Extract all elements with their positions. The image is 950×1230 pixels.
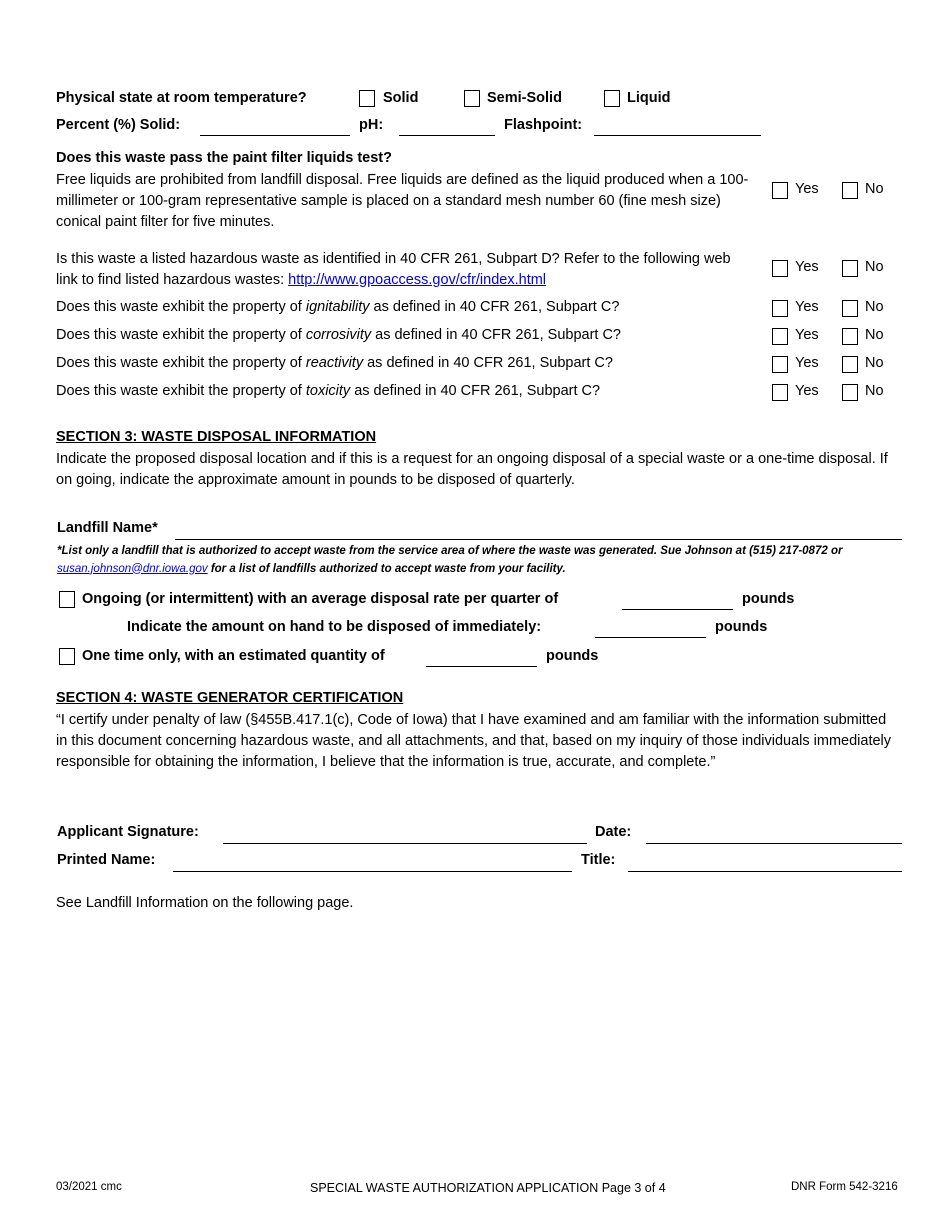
ignitability-question: Does this waste exhibit the property of ignitability as defined in 40 CFR 261, Subpart C? bbox=[56, 299, 620, 315]
printed-name-field[interactable] bbox=[173, 871, 572, 872]
toxicity-no-checkbox[interactable] bbox=[842, 384, 858, 401]
landfill-note: *List only a landfill that is authorized to accept waste from the service area of where the waste was generated. Sue Johnson at (515) 217-0872 or susan.johnson@dnr.iowa.gov for a list of landfills authorized to accept waste from your facility. bbox=[57, 545, 843, 575]
certification-statement: “I certify under penalty of law (§455B.417.1(c), Code of Iowa) that I have examined and am familiar with the information submitted in this document concerning hazardous waste, and all attachments, and that, based on my inquiry of those individuals immediately responsible for obtaining the information, I believe that the information is true, accurate, and complete.” bbox=[56, 712, 892, 770]
flashpoint-field[interactable] bbox=[594, 135, 761, 136]
percent-solid-field[interactable] bbox=[200, 135, 350, 136]
paint-filter-no-label: No bbox=[865, 181, 884, 197]
reactivity-no-label: No bbox=[865, 355, 884, 371]
ignitability-yes-checkbox[interactable] bbox=[772, 300, 788, 317]
landfill-name-label: Landfill Name* bbox=[57, 520, 158, 536]
liquid-option-label: Liquid bbox=[627, 90, 671, 106]
section-3-heading: SECTION 3: WASTE DISPOSAL INFORMATION bbox=[56, 429, 377, 445]
ongoing-label: Ongoing (or intermittent) with an average disposal rate per quarter of bbox=[82, 591, 559, 607]
on-hand-label: Indicate the amount on hand to be disposed of immediately: bbox=[127, 619, 542, 635]
corrosivity-no-label: No bbox=[865, 327, 884, 343]
ignitability-yes-label: Yes bbox=[795, 299, 819, 315]
title-field[interactable] bbox=[628, 871, 902, 872]
reactivity-yes-label: Yes bbox=[795, 355, 819, 371]
printed-name-label: Printed Name: bbox=[57, 852, 156, 868]
on-hand-pounds-label: pounds bbox=[715, 619, 768, 635]
one-time-label: One time only, with an estimated quantity of bbox=[82, 648, 385, 664]
contact-email-link[interactable]: susan.johnson@dnr.iowa.gov bbox=[57, 562, 208, 575]
corrosivity-question: Does this waste exhibit the property of corrosivity as defined in 40 CFR 261, Subpart C? bbox=[56, 327, 621, 343]
footer-date: 03/2021 cmc bbox=[56, 1181, 122, 1193]
footer-form-number: DNR Form 542-3216 bbox=[791, 1181, 898, 1193]
applicant-signature-label: Applicant Signature: bbox=[57, 824, 199, 840]
ongoing-pounds-label: pounds bbox=[742, 591, 795, 607]
paint-filter-yes-checkbox[interactable] bbox=[772, 182, 788, 199]
listed-no-checkbox[interactable] bbox=[842, 260, 858, 277]
corrosivity-yes-label: Yes bbox=[795, 327, 819, 343]
toxicity-question: Does this waste exhibit the property of toxicity as defined in 40 CFR 261, Subpart C? bbox=[56, 383, 601, 399]
title-label: Title: bbox=[581, 852, 616, 868]
reactivity-question: Does this waste exhibit the property of reactivity as defined in 40 CFR 261, Subpart C? bbox=[56, 355, 613, 371]
ongoing-checkbox[interactable] bbox=[59, 591, 75, 608]
landfill-name-field[interactable] bbox=[175, 539, 902, 540]
solid-checkbox[interactable] bbox=[359, 90, 375, 107]
on-hand-quantity-field[interactable] bbox=[595, 637, 706, 638]
ignitability-no-label: No bbox=[865, 299, 884, 315]
reactivity-yes-checkbox[interactable] bbox=[772, 356, 788, 373]
semi-solid-checkbox[interactable] bbox=[464, 90, 480, 107]
corrosivity-yes-checkbox[interactable] bbox=[772, 328, 788, 345]
listed-no-label: No bbox=[865, 259, 884, 275]
one-time-pounds-label: pounds bbox=[546, 648, 599, 664]
section-4-heading: SECTION 4: WASTE GENERATOR CERTIFICATION bbox=[56, 690, 404, 706]
paint-filter-question: Does this waste pass the paint filter liquids test? bbox=[56, 150, 392, 166]
toxicity-no-label: No bbox=[865, 383, 884, 399]
listed-yes-checkbox[interactable] bbox=[772, 260, 788, 277]
toxicity-yes-checkbox[interactable] bbox=[772, 384, 788, 401]
date-field[interactable] bbox=[646, 843, 902, 844]
reactivity-no-checkbox[interactable] bbox=[842, 356, 858, 373]
ongoing-quantity-field[interactable] bbox=[622, 609, 733, 610]
solid-option-label: Solid bbox=[383, 90, 419, 106]
cfr-link[interactable]: http://www.gpoaccess.gov/cfr/index.html bbox=[288, 272, 547, 288]
date-label: Date: bbox=[595, 824, 632, 840]
one-time-quantity-field[interactable] bbox=[426, 666, 537, 667]
listed-waste-text: Is this waste a listed hazardous waste as identified in 40 CFR 261, Subpart D? Refer to the following web link to find listed hazardous wastes: bbox=[56, 251, 731, 288]
applicant-signature-field[interactable] bbox=[223, 843, 587, 844]
ph-label: pH: bbox=[359, 117, 384, 133]
section-3-intro: Indicate the proposed disposal location and if this is a request for an ongoing disposal of a special waste or a one-time disposal. If on going, indicate the approximate amount in pounds to be disposed of quarterly. bbox=[56, 451, 888, 488]
one-time-checkbox[interactable] bbox=[59, 648, 75, 665]
flashpoint-label: Flashpoint: bbox=[504, 117, 583, 133]
semi-solid-option-label: Semi-Solid bbox=[487, 90, 562, 106]
liquid-checkbox[interactable] bbox=[604, 90, 620, 107]
toxicity-yes-label: Yes bbox=[795, 383, 819, 399]
listed-waste-question bbox=[56, 249, 756, 291]
listed-yes-label: Yes bbox=[795, 259, 819, 275]
paint-filter-description: Free liquids are prohibited from landfill disposal. Free liquids are defined as the liquid produced when a 100-millimeter or 100-gram representative sample is placed on a standard mesh number 60 (fine mesh size) conical paint filter for five minutes. bbox=[56, 172, 749, 230]
paint-filter-no-checkbox[interactable] bbox=[842, 182, 858, 199]
ignitability-no-checkbox[interactable] bbox=[842, 300, 858, 317]
physical-state-label: Physical state at room temperature? bbox=[56, 90, 307, 106]
corrosivity-no-checkbox[interactable] bbox=[842, 328, 858, 345]
footer-title: SPECIAL WASTE AUTHORIZATION APPLICATION Page 3 of 4 bbox=[310, 1181, 666, 1195]
see-next-page-note: See Landfill Information on the following page. bbox=[56, 895, 354, 911]
ph-field[interactable] bbox=[399, 135, 495, 136]
paint-filter-yes-label: Yes bbox=[795, 181, 819, 197]
percent-solid-label: Percent (%) Solid: bbox=[56, 117, 181, 133]
